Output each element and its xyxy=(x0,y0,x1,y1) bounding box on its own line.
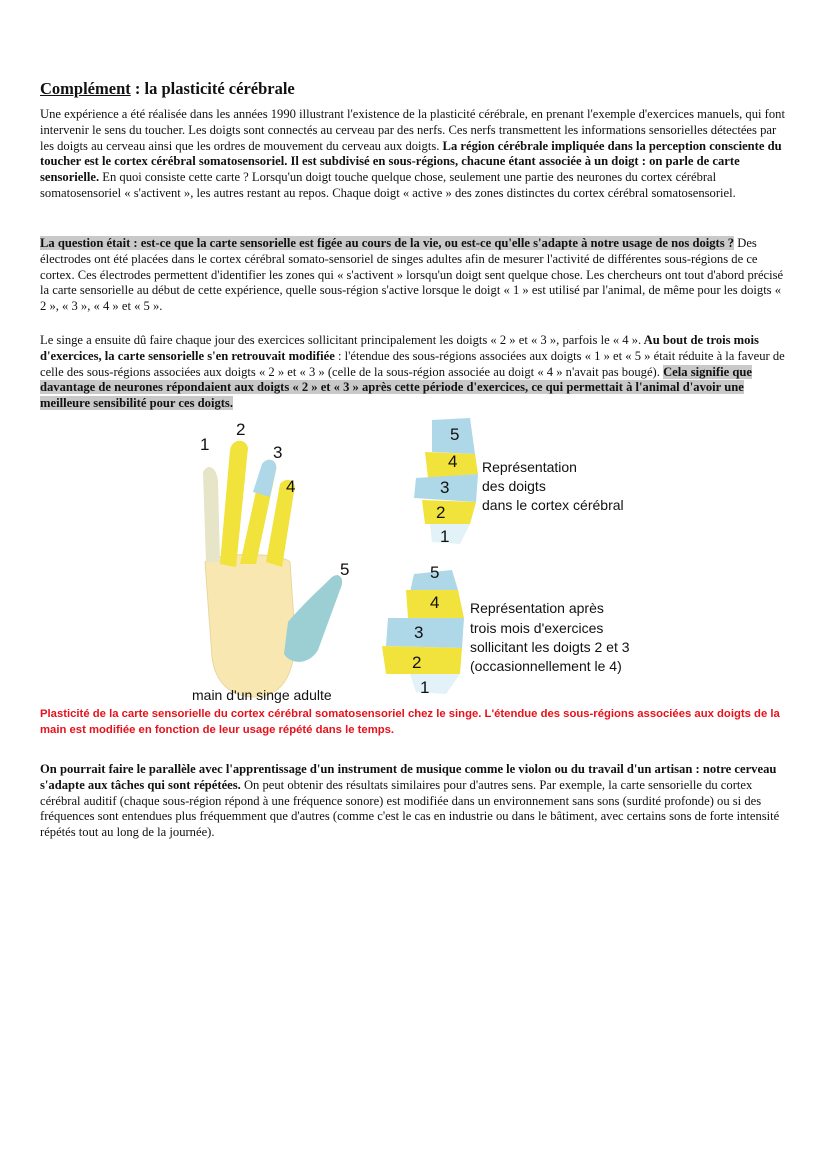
paragraph-intro xyxy=(40,107,790,202)
map-before-region-1 xyxy=(430,524,470,544)
map-after-text-4: (occasionnellement le 4) xyxy=(470,658,622,674)
map-before-text-1: Représentation xyxy=(482,459,577,475)
map-before-text-2: des doigts xyxy=(482,478,546,494)
intro-bold: La région cérébrale impliquée dans la perception consciente du toucher est le cortex cérébral somatosensoriel. Il est subdivisé en sous-régions, chacune étant associée à un doigt : on parle de carte sensorielle. xyxy=(40,138,782,185)
paragraph-conclusion xyxy=(40,762,790,841)
intro-text: Une expérience a été réalisée dans les années 1990 illustrant l'existence de la plasticité cérébrale, en prenant l'exemple d'exercices manuels, qui font intervenir le sens du toucher. Les doigts sont connectés au cerveau par des nerfs. Ces nerfs transmettent les informations sensorielles détectées par les doigts au cerveau ainsi que les ordres de mouvement du cerveau aux doigts. xyxy=(40,107,785,153)
finger-5 xyxy=(284,575,342,662)
conclusion-bold: On pourrait faire le parallèle avec l'apprentissage d'un instrument de musique comme le violon ou du travail d'un artisan : notre cerveau s'adapte aux tâches qui sont répétées. xyxy=(40,762,777,792)
cortex-map-after xyxy=(382,563,630,697)
paragraph-results xyxy=(40,333,790,412)
map-after-label-2: 2 xyxy=(412,653,422,672)
map-before-text-3: dans le cortex cérébral xyxy=(482,497,624,513)
intro-text-2: En quoi consiste cette carte ? Lorsqu'un doigt touche quelque chose, seulement une partie des neurones du cortex cérébral somatosensoriel « s'activent », les autres restant au repos. Chaque doigt « active » des zones distinctes du cortex cérébral somatosensoriel. xyxy=(40,170,736,200)
map-after-text-1: Représentation après xyxy=(470,600,604,616)
results-highlight: Cela signifie que davantage de neurones répondaient aux doigts « 2 » et « 3 » après cette période d'exercices, ce qui permettait à l'animal d'avoir une meilleure sensibilité pour ces doigts. xyxy=(40,364,752,411)
map-after-region-3 xyxy=(386,618,464,648)
title-rest: : la plasticité cérébrale xyxy=(130,79,295,98)
map-before-label-5: 5 xyxy=(450,425,460,444)
finger-label-1: 1 xyxy=(200,435,210,454)
finger-label-2: 2 xyxy=(236,420,246,439)
hand-palm xyxy=(205,555,295,698)
question-text: Des électrodes ont été placées dans le cortex cérébral somato-sensoriel de singes adultes afin de mesurer l'activité de différentes sous-régions de ce cortex. Ces électrodes permettent d'identifier les zones qui « s'activent » lorsqu'un doigt sent quelque chose. Les chercheurs ont tout d'abord précisé la carte sensorielle au début de cette expérience, quelle sous-région s'active lorsque le doigt « 1 » est utilisé par l'animal, de même pour les doigts « 2 », « 3 », « 4 » et « 5 ». xyxy=(40,236,784,314)
title-underlined: Complément xyxy=(40,79,131,98)
finger-label-4: 4 xyxy=(286,477,296,496)
map-before-label-1: 1 xyxy=(440,527,450,546)
results-text-2: : l'étendue des sous-régions associées aux doigts « 1 » et « 5 » était réduite à la faveur de celle des sous-régions associées aux doigts « 2 » et « 3 » (celle de la sous-région associée au doigt « 4 » n'avait pas bougé). xyxy=(40,348,785,379)
results-text: Le singe a ensuite dû faire chaque jour des exercices sollicitant principalement les doigts « 2 » et « 3 », parfois le « 4 ». xyxy=(40,333,642,347)
map-after-text-3: sollicitant les doigts 2 et 3 xyxy=(470,639,630,655)
finger-label-5: 5 xyxy=(340,560,350,579)
paragraph-question xyxy=(40,236,790,315)
plasticity-figure xyxy=(170,412,650,708)
results-bold: Au bout de trois mois d'exercices, la carte sensorielle s'en retrouvait modifiée xyxy=(40,333,759,363)
map-after-label-3: 3 xyxy=(414,623,424,642)
map-after-text-2: trois mois d'exercices xyxy=(470,620,604,636)
finger-1 xyxy=(203,467,220,562)
conclusion-text: On peut obtenir des résultats similaires pour d'autres sens. Par exemple, la carte sensorielle du cortex cérébral auditif (chaque sous-région répond à une fréquence sonore) est modifiée dans un environnement sans sons (surdité profonde) ou si des fréquences sont entendues plus fréquemment que d'autres (comme c'est le cas en industrie ou dans le bâtiment, avec certains sons de forte intensité répétés tout au long de la journée). xyxy=(40,777,780,840)
hand-label: main d'un singe adulte xyxy=(192,687,332,703)
hand-illustration xyxy=(192,420,349,703)
map-before-label-4: 4 xyxy=(448,452,458,471)
finger-label-3: 3 xyxy=(273,443,283,462)
cortex-map-before xyxy=(414,418,624,546)
question-highlight: La question était : est-ce que la carte sensorielle est figée au cours de la vie, ou est-ce qu'elle s'adapte à notre usage de nos doigts ? xyxy=(40,236,735,250)
finger-3-tip xyxy=(253,460,276,497)
map-before-label-3: 3 xyxy=(440,478,450,497)
map-after-region-2 xyxy=(382,646,462,674)
map-before-region-2 xyxy=(422,500,476,524)
map-after-region-1 xyxy=(410,674,460,694)
map-before-label-2: 2 xyxy=(436,503,446,522)
map-after-label-1: 1 xyxy=(420,678,430,697)
figure-caption: Plasticité de la carte sensorielle du cortex cérébral somatosensoriel chez le singe. L'étendue des sous-régions associées aux doigts de la main est modifiée en fonction de leur usage répété dans le temps. xyxy=(40,708,780,736)
section-title xyxy=(40,79,295,99)
map-after-label-4: 4 xyxy=(430,593,440,612)
map-after-label-5: 5 xyxy=(430,563,440,582)
